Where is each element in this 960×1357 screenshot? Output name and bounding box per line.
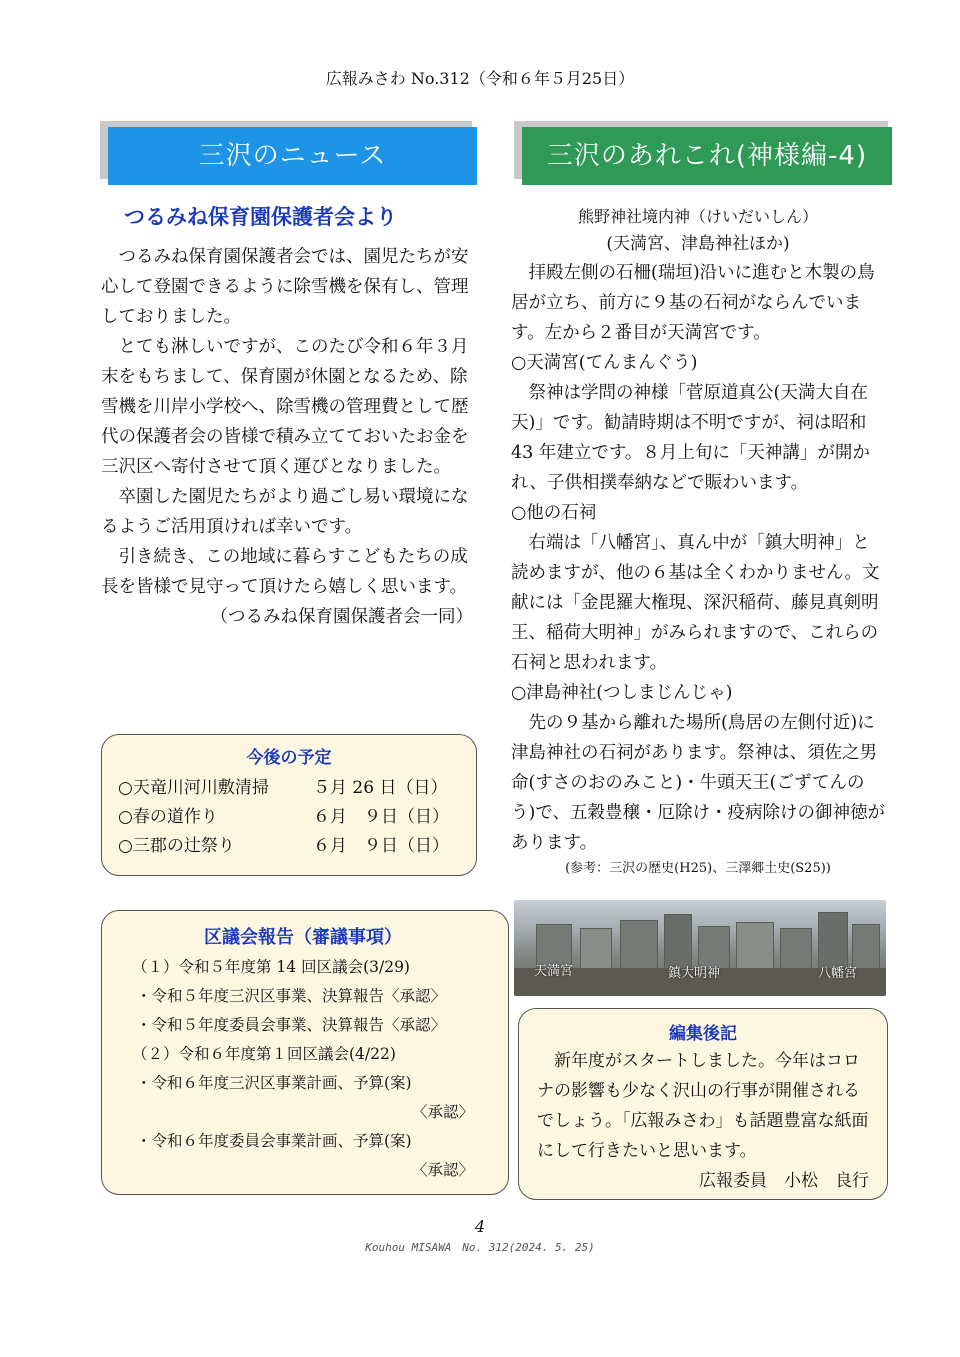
page-number: 4 <box>474 1217 486 1236</box>
footer-text: Kouhou MISAWA No. 312(2024. 5. 25) <box>365 1241 595 1254</box>
photo-label: 鎮大明神 <box>668 966 721 981</box>
tenmangu-heading: ○天満宮(てんまんぐう) <box>511 353 698 373</box>
news-body <box>101 242 473 632</box>
report-line: ・令和６年度三沢区事業計画、予算(案) <box>136 1074 412 1092</box>
photo-label: 天満宮 <box>534 964 574 979</box>
news-signature: （つるみね保育園保護者会一同） <box>210 607 473 627</box>
schedule-title: 今後の予定 <box>246 748 332 768</box>
tsushima-heading: ○津島神社(つしまじんじゃ) <box>511 683 733 703</box>
schedule-date: ６月 ９日（日） <box>313 807 449 827</box>
arekore-title-2: (天満宮、津島神社ほか) <box>606 234 790 254</box>
report-title: 区議会報告（審議事項） <box>204 927 402 948</box>
schedule-row <box>118 803 460 832</box>
editor-text: 新年度がスタートしました。今年はコロナの影響も少なく沢山の行事が開催されるでしょう。「広報みさわ」も話題豊富な紙面にして行きたいと思います。 <box>537 1051 869 1161</box>
editor-box <box>518 1008 888 1200</box>
report-line: ・令和６年度委員会事業計画、予算(案) <box>136 1132 412 1150</box>
news-banner: 三沢のニュース <box>108 127 477 185</box>
arekore-paragraph: 祭神は学問の神様「菅原道真公(天満大自在天)」です。勧請時期は不明ですが、祠は昭和 43 年建立です。８月上旬に「天神講」が開かれ、子供相撲奉納などで賑わいます。 <box>511 383 870 493</box>
report-line: （１）令和５年度第 14 回区議会(3/29) <box>132 958 410 976</box>
report-line: 〈承認〉 <box>411 1103 474 1121</box>
schedule-box <box>101 734 477 876</box>
stone-shrine <box>620 920 658 970</box>
stone-shrine <box>780 928 812 970</box>
schedule-date: ５月 26 日（日） <box>313 778 448 798</box>
arekore-body <box>511 204 885 880</box>
newsletter-header: 広報みさわ No.312（令和６年５月25日） <box>325 69 635 88</box>
schedule-event: ○天竜川河川敷清掃 <box>118 778 269 798</box>
schedule-row <box>118 832 460 861</box>
report-line: 〈承認〉 <box>411 1161 474 1179</box>
stone-shrine <box>736 922 774 970</box>
report-line: ・令和５年度委員会事業、決算報告〈承認〉 <box>136 1016 447 1034</box>
schedule-event: ○三郡の辻祭り <box>118 836 235 856</box>
editor-title: 編集後記 <box>669 1024 737 1044</box>
reference-note: (参考：三沢の歴史(H25)、三澤郷土史(S25)) <box>565 861 831 876</box>
photo-label: 八幡宮 <box>818 966 858 981</box>
arekore-paragraph: 拝殿左側の石柵(瑞垣)沿いに進むと木製の鳥居が立ち、前方に９基の石祠がならんでいます。左から２番目が天満宮です。 <box>511 263 875 343</box>
arekore-paragraph: 先の９基から離れた場所(鳥居の左側付近)に津島神社の石祠があります。祭神は、須佐之男命(すさのおのみこと)・牛頭天王(ごずてんのう)で、五穀豊穣・厄除け・疫病除けの御神徳があります。 <box>511 713 885 853</box>
report-line: ・令和５年度三沢区事業、決算報告〈承認〉 <box>136 987 447 1005</box>
arekore-paragraph: 右端は「八幡宮」、真ん中が「鎮大明神」と読めますが、他の６基は全くわかりません。文献には「金毘羅大権現、深沢稲荷、藤見真剣明王、稲荷大明神」がみられますので、これらの石祠と思われます。 <box>511 533 880 673</box>
news-paragraph: 引き続き、この地域に暮らすこどもたちの成長を皆様で見守って頂けたら嬉しく思います。 <box>101 547 468 597</box>
arekore-banner: 三沢のあれこれ(神様編-4) <box>522 127 892 185</box>
stone-shrine <box>580 928 612 970</box>
schedule-date: ６月 ９日（日） <box>313 836 449 856</box>
news-paragraph: 卒園した園児たちがより過ごし易い環境になるようご活用頂ければ幸いです。 <box>101 487 469 537</box>
news-title: つるみね保育園保護者会より <box>124 205 397 229</box>
news-paragraph: とても淋しいですが、このたび令和６年３月末をもちまして、保育園が休園となるため、除雪機を川岸小学校へ、除雪機の管理費として歴代の保護者会の皆様で積み立てておいたお金を三沢区へ寄付させて頂く運びとなりました。 <box>101 337 469 477</box>
schedule-row <box>118 774 460 803</box>
shrine-photo <box>514 900 886 996</box>
report-line: （２）令和６年度第１回区議会(4/22) <box>132 1045 396 1063</box>
editor-signature: 広報委員 小松 良行 <box>699 1171 869 1191</box>
arekore-title-1: 熊野神社境内神（けいだいしん） <box>577 207 818 226</box>
news-paragraph: つるみね保育園保護者会では、園児たちが安心して登園できるように除雪機を保有し、管理しておりました。 <box>101 247 469 327</box>
report-box <box>101 910 509 1195</box>
other-shrines-heading: ○他の石祠 <box>511 503 597 523</box>
schedule-event: ○春の道作り <box>118 807 218 827</box>
